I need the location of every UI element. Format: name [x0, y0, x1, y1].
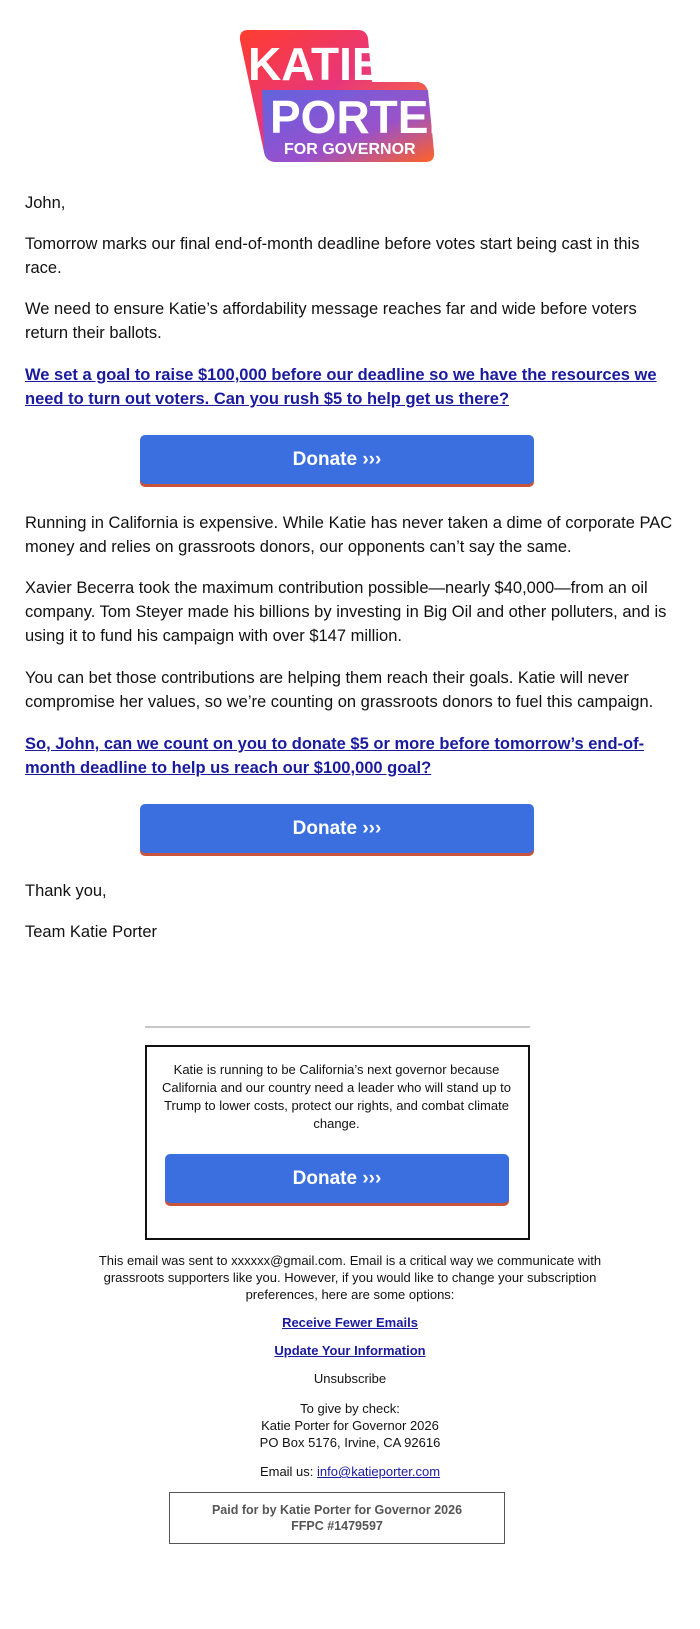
paragraph-opponents: Xavier Becerra took the maximum contribution possible—nearly $40,000—from an oil company. Tom Steyer made his billions by investing in Big Oil and other polluters, and is using it to fund his campaign with over $147 million.	[25, 579, 667, 645]
check-line-1: To give by check:	[300, 1401, 400, 1416]
campaign-logo-graphic	[240, 30, 462, 164]
paid-for-box	[169, 1492, 505, 1544]
donate-button-3[interactable]: Donate ›››	[165, 1154, 509, 1203]
fewer-emails-wrapper	[0, 1314, 700, 1331]
footer-divider	[145, 1026, 530, 1028]
logo-text-porter: PORTER	[270, 91, 462, 143]
email-us-line	[0, 1463, 700, 1480]
paid-for-line: Paid for by Katie Porter for Governor 2026	[211, 1503, 463, 1517]
check-line-2: Katie Porter for Governor 2026	[261, 1418, 439, 1433]
paragraph-values: You can bet those contributions are helping them reach their goals. Katie will never compromise her values, so we’re counting on grassroots donors to fuel this campaign.	[25, 669, 654, 711]
signature: Team Katie Porter	[25, 923, 158, 941]
paragraph-expensive: Running in California is expensive. While Katie has never taken a dime of corporate PAC money and relies on grassroots donors, our opponents can’t say the same.	[25, 514, 673, 556]
donate-link-count-wrapper	[25, 732, 675, 780]
thanks: Thank you,	[25, 882, 107, 900]
donate-link-count[interactable]: So, John, can we count on you to donate $5 or more before tomorrow’s end-of-month deadline to help us reach our $100,000 goal?	[25, 735, 645, 777]
update-information-link[interactable]: Update Your Information	[274, 1343, 426, 1358]
donate-button-2[interactable]: Donate ›››	[140, 804, 534, 853]
campaign-logo	[240, 30, 462, 164]
donate-button-1[interactable]: Donate ›››	[140, 435, 534, 484]
update-info-wrapper	[0, 1342, 700, 1359]
logo-text-katie: KATIE	[248, 38, 383, 90]
email-notice-line-2: grassroots supporters like you. However, if you would like to change your subscription	[103, 1270, 597, 1285]
paragraph-message: We need to ensure Katie’s affordability message reaches far and wide before voters return their ballots.	[25, 300, 637, 342]
footer-message: Katie is running to be California’s next governor because California and our country need a leader who will stand up to Trump to lower costs, protect our rights, and combat climate change.	[161, 1062, 512, 1131]
email-notice-line-3: preferences, here are some options:	[245, 1287, 455, 1302]
logo-text-for-governor: FOR GOVERNOR	[284, 141, 416, 158]
receive-fewer-emails-link[interactable]: Receive Fewer Emails	[282, 1315, 418, 1330]
greeting: John,	[25, 194, 66, 212]
unsubscribe-link[interactable]: Unsubscribe	[313, 1371, 387, 1386]
donate-link-goal-wrapper	[25, 363, 675, 411]
email-address-link[interactable]: info@katieporter.com	[317, 1464, 441, 1479]
donate-link-goal[interactable]: We set a goal to raise $100,000 before our deadline so we have the resources we need to turn out voters. Can you rush $5 to help get us there?	[25, 366, 657, 408]
email-notice-line-1: This email was sent to xxxxxx@gmail.com. Email is a critical way we communicate with	[98, 1253, 602, 1268]
email-us-label: Email us:	[259, 1464, 314, 1479]
check-line-3: PO Box 5176, Irvine, CA 92616	[259, 1435, 441, 1450]
ffpc-number: FFPC #1479597	[291, 1519, 383, 1533]
paragraph-deadline: Tomorrow marks our final end-of-month deadline before votes start being cast in this race.	[25, 235, 640, 277]
